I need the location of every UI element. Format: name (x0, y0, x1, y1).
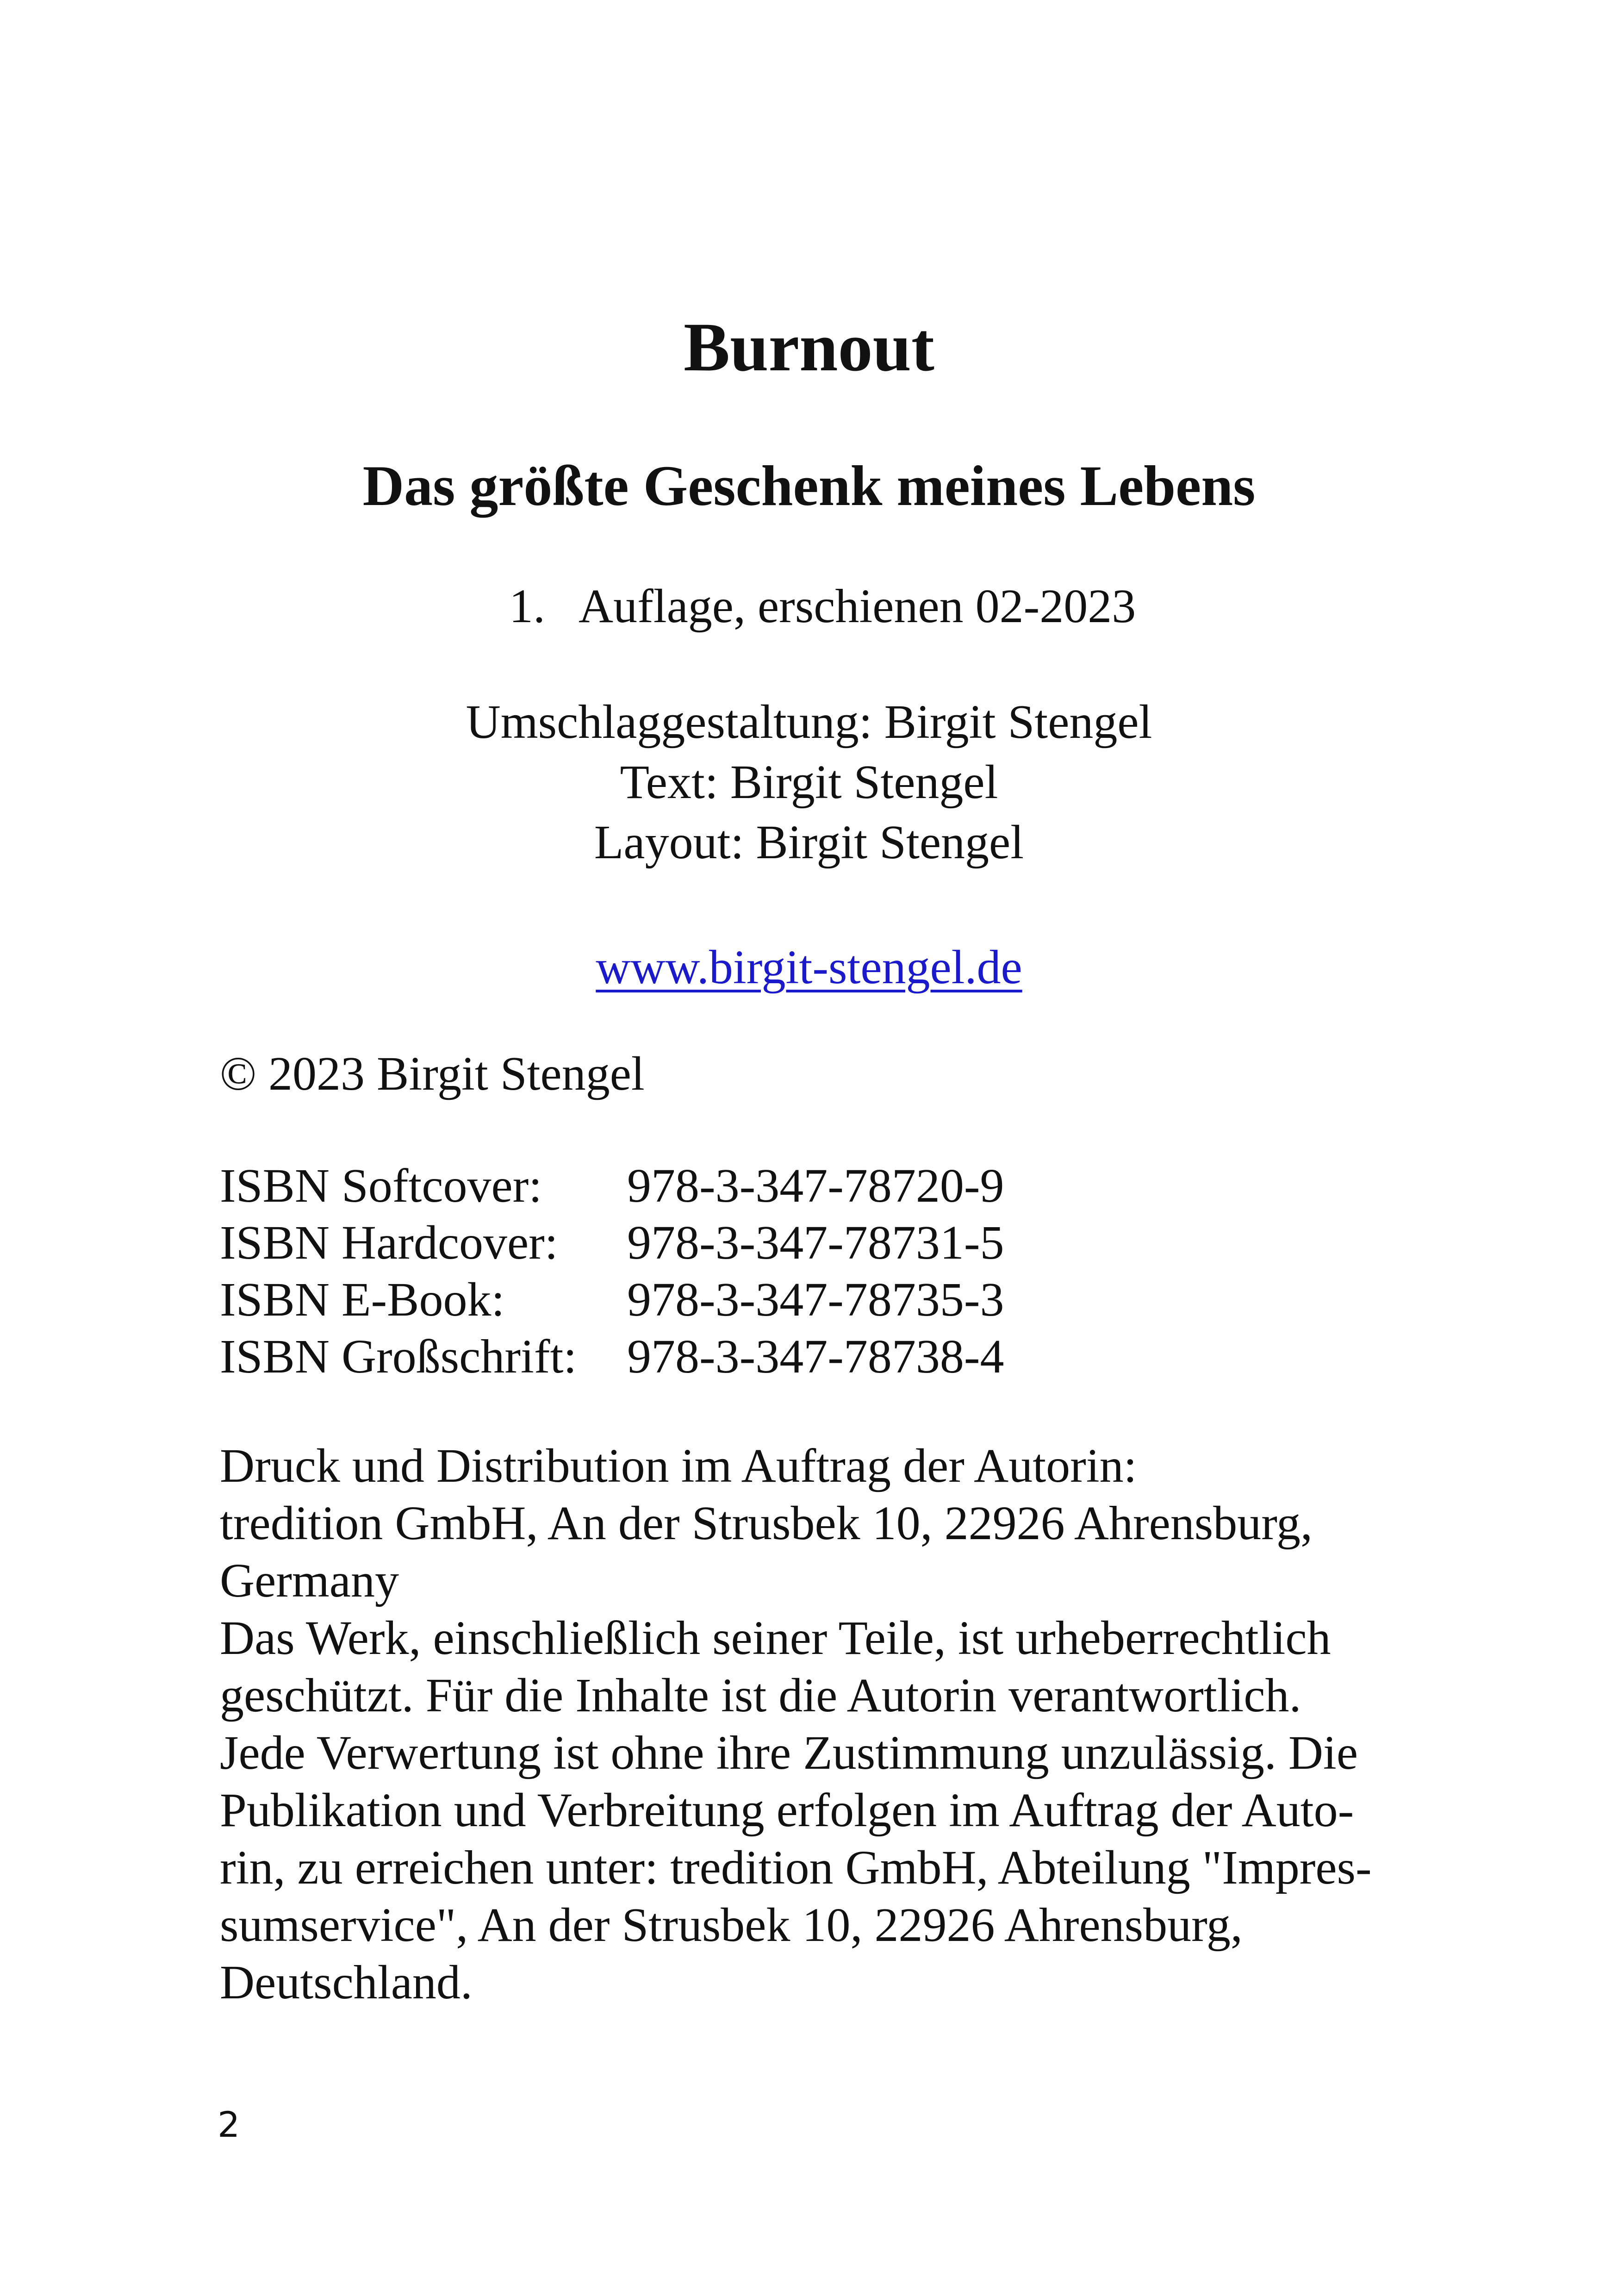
isbn-row (220, 1214, 1004, 1271)
credit-layout: Layout: Birgit Stengel (594, 816, 1024, 869)
imprint-line: Publikation und Verbreitung erfolgen im Auftrag der Auto- (220, 1784, 1354, 1837)
edition-line (509, 576, 1136, 636)
book-subtitle: Das größte Geschenk meines Lebens (362, 454, 1256, 518)
isbn-label: ISBN E-Book: (220, 1273, 505, 1326)
isbn-value: 978-3-347-78731-5 (627, 1216, 1004, 1269)
isbn-label: ISBN Hardcover: (220, 1216, 558, 1269)
credits-block (0, 692, 1618, 873)
edition-number: 1. (509, 580, 545, 633)
imprint-line: Jede Verwertung ist ohne ihre Zustimmung unzulässig. Die (220, 1726, 1358, 1779)
isbn-label: ISBN Softcover: (220, 1159, 542, 1212)
imprint-line: Das Werk, einschließlich seiner Teile, ist urheberrechtlich (220, 1611, 1331, 1665)
imprint-line: sumservice", An der Strusbek 10, 22926 Ahrensburg, (220, 1898, 1243, 1952)
isbn-row (220, 1271, 1004, 1328)
imprint-line: Germany (220, 1554, 399, 1607)
isbn-table (220, 1157, 1004, 1385)
credit-text: Text: Birgit Stengel (620, 755, 998, 809)
copyright-notice: © 2023 Birgit Stengel (220, 1047, 645, 1100)
book-title: Burnout (684, 309, 934, 386)
imprint-line: Druck und Distribution im Auftrag der Autorin: (220, 1439, 1137, 1492)
isbn-value: 978-3-347-78735-3 (627, 1273, 1004, 1326)
imprint-line: tredition GmbH, An der Strusbek 10, 22926 Ahrensburg, (220, 1497, 1313, 1550)
website-line (0, 937, 1618, 998)
edition-text: Auflage, erschienen 02-2023 (579, 580, 1136, 633)
isbn-row (220, 1157, 1004, 1214)
isbn-label: ISBN Großschrift: (220, 1330, 577, 1383)
isbn-row (220, 1328, 1004, 1385)
credit-cover-design: Umschlaggestaltung: Birgit Stengel (466, 695, 1152, 749)
imprint-text (220, 1437, 1405, 2011)
isbn-value: 978-3-347-78738-4 (627, 1330, 1004, 1383)
website-link[interactable]: www.birgit-stengel.de (596, 941, 1022, 994)
imprint-line: Deutschland. (220, 1956, 473, 2009)
imprint-line: geschützt. Für die Inhalte ist die Autorin verantwortlich. (220, 1669, 1301, 1722)
page-number: 2 (218, 2104, 240, 2145)
isbn-value: 978-3-347-78720-9 (627, 1159, 1004, 1212)
imprint-line: rin, zu erreichen unter: tredition GmbH, Abteilung "Impres- (220, 1841, 1372, 1894)
